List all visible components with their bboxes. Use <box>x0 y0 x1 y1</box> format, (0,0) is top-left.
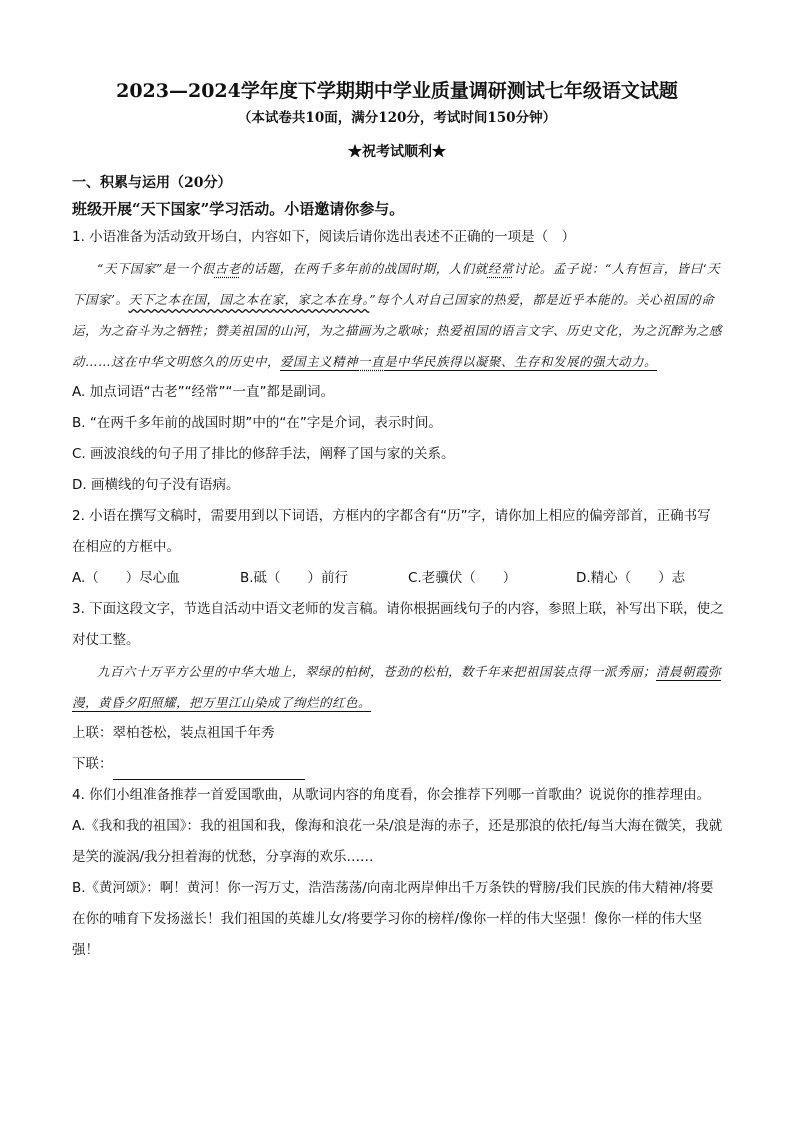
lower-couplet <box>72 749 724 780</box>
question-3-passage <box>72 656 724 718</box>
passage-text: “天下国家”是一个很 <box>97 261 215 276</box>
underlined-sentence-part-2: 是中华民族得以凝聚、生存和发展的强大动力。 <box>384 354 658 369</box>
question-4-stem: 4. 你们小组准备推荐一首爱国歌曲，从歌词内容的角度看，你会推荐下列哪一首歌曲？说说你的推荐理由。 <box>72 787 711 803</box>
exam-title: 2023—2024学年度下学期期中学业质量调研测试七年级语文试题 <box>116 80 678 102</box>
passage-text: 的话题，在两千多年前的战国时期，人们就 <box>240 261 488 276</box>
underlined-sentence: 清晨朝霞弥漫，黄昏夕阳照耀，把万里江山染成了绚烂的红色。 <box>72 664 722 710</box>
dotted-word-3: 一直 <box>358 354 385 369</box>
good-luck-line: ★祝考试顺利★ <box>348 144 446 160</box>
dotted-word-1: 古老 <box>214 261 241 276</box>
passage-text: ”每个人对自己国家的热爱，都是近乎本能的。关心祖国的命运，为之奋斗为之牺牲；赞美祖国的山河，为之描画为之歌咏；热爱祖国的语言文字、历史文化，为之沉醉为之感动……这在中华文明悠久的历史中， <box>72 292 723 369</box>
question-1-option-a: A. 加点词语“古老”“经常”“一直”都是副词。 <box>72 384 335 400</box>
dotted-word-2: 经常 <box>487 261 514 276</box>
passage-text: 讨论。孟子说：“人有恒言，皆曰‘天下国家’。 <box>72 261 721 307</box>
passage-text: 九百六十万平方公里的中华大地上，翠绿的柏树，苍劲的松柏，数千年来把祖国装点得一派秀丽； <box>97 664 657 679</box>
question-2-options <box>72 563 724 594</box>
question-2-option-b[interactable]: B.砥（ ）前行 <box>240 570 349 586</box>
exam-subtitle: （本试卷共10面，满分120分，考试时间150分钟） <box>237 110 557 126</box>
upper-couplet: 上联：翠柏苍松，装点祖国千年秀 <box>72 725 275 741</box>
question-1-option-c: C. 画波浪线的句子用了排比的修辞手法，阐释了国与家的关系。 <box>72 446 455 462</box>
question-1-passage <box>72 253 724 377</box>
answer-blank[interactable] <box>113 761 305 780</box>
question-4-option-b: B.《黄河颂》：啊！黄河！你一泻万丈，浩浩荡荡/向南北两岸伸出千万条铁的臂膀/我们民族的伟大精神/将要在你的哺育下发扬滋长！我们祖国的英雄儿女/将要学习你的榜样/像你一样的伟大坚强！像你一样的伟大坚强！ <box>72 880 714 958</box>
wavy-underline-sentence: 天下之本在国，国之本在家，家之本在身。 <box>128 292 370 307</box>
lower-couplet-label: 下联： <box>72 756 113 772</box>
question-1-option-d: D. 画横线的句子没有语病。 <box>72 477 240 493</box>
section-lead: 班级开展“天下国家”学习活动。小语邀请你参与。 <box>72 200 405 218</box>
question-4-option-a: A.《我和我的祖国》：我的祖国和我，像海和浪花一朵/浪是海的赤子，还是那浪的依托/每当大海在微笑，我就是笑的漩涡/我分担着海的忧愁，分享海的欢乐…… <box>72 818 723 865</box>
question-2-option-c[interactable]: C.老骥伏（ ） <box>408 570 517 586</box>
question-2-option-d[interactable]: D.精心（ ）志 <box>576 570 686 586</box>
question-1-stem: 1. 小语准备为活动致开场白，内容如下，阅读后请你选出表述不正确的一项是（ ） <box>72 229 576 245</box>
section-heading: 一、积累与运用（20分） <box>72 175 232 191</box>
question-1-option-b: B. “在两千多年前的战国时期”中的“在”字是介词，表示时间。 <box>72 415 442 431</box>
underlined-sentence-part-1: 爱国主义精神 <box>280 354 359 369</box>
question-2-stem: 2. 小语在撰写文稿时，需要用到以下词语，方框内的字都含有“历”字，请你加上相应的偏旁部首，正确书写在相应的方框中。 <box>72 508 711 555</box>
question-3-stem: 3. 下面这段文字，节选自活动中语文老师的发言稿。请你根据画线句子的内容，参照上联，补写出下联，使之对仗工整。 <box>72 601 724 648</box>
exam-content <box>72 170 724 966</box>
question-2-option-a[interactable]: A.（ ）尽心血 <box>72 570 180 586</box>
